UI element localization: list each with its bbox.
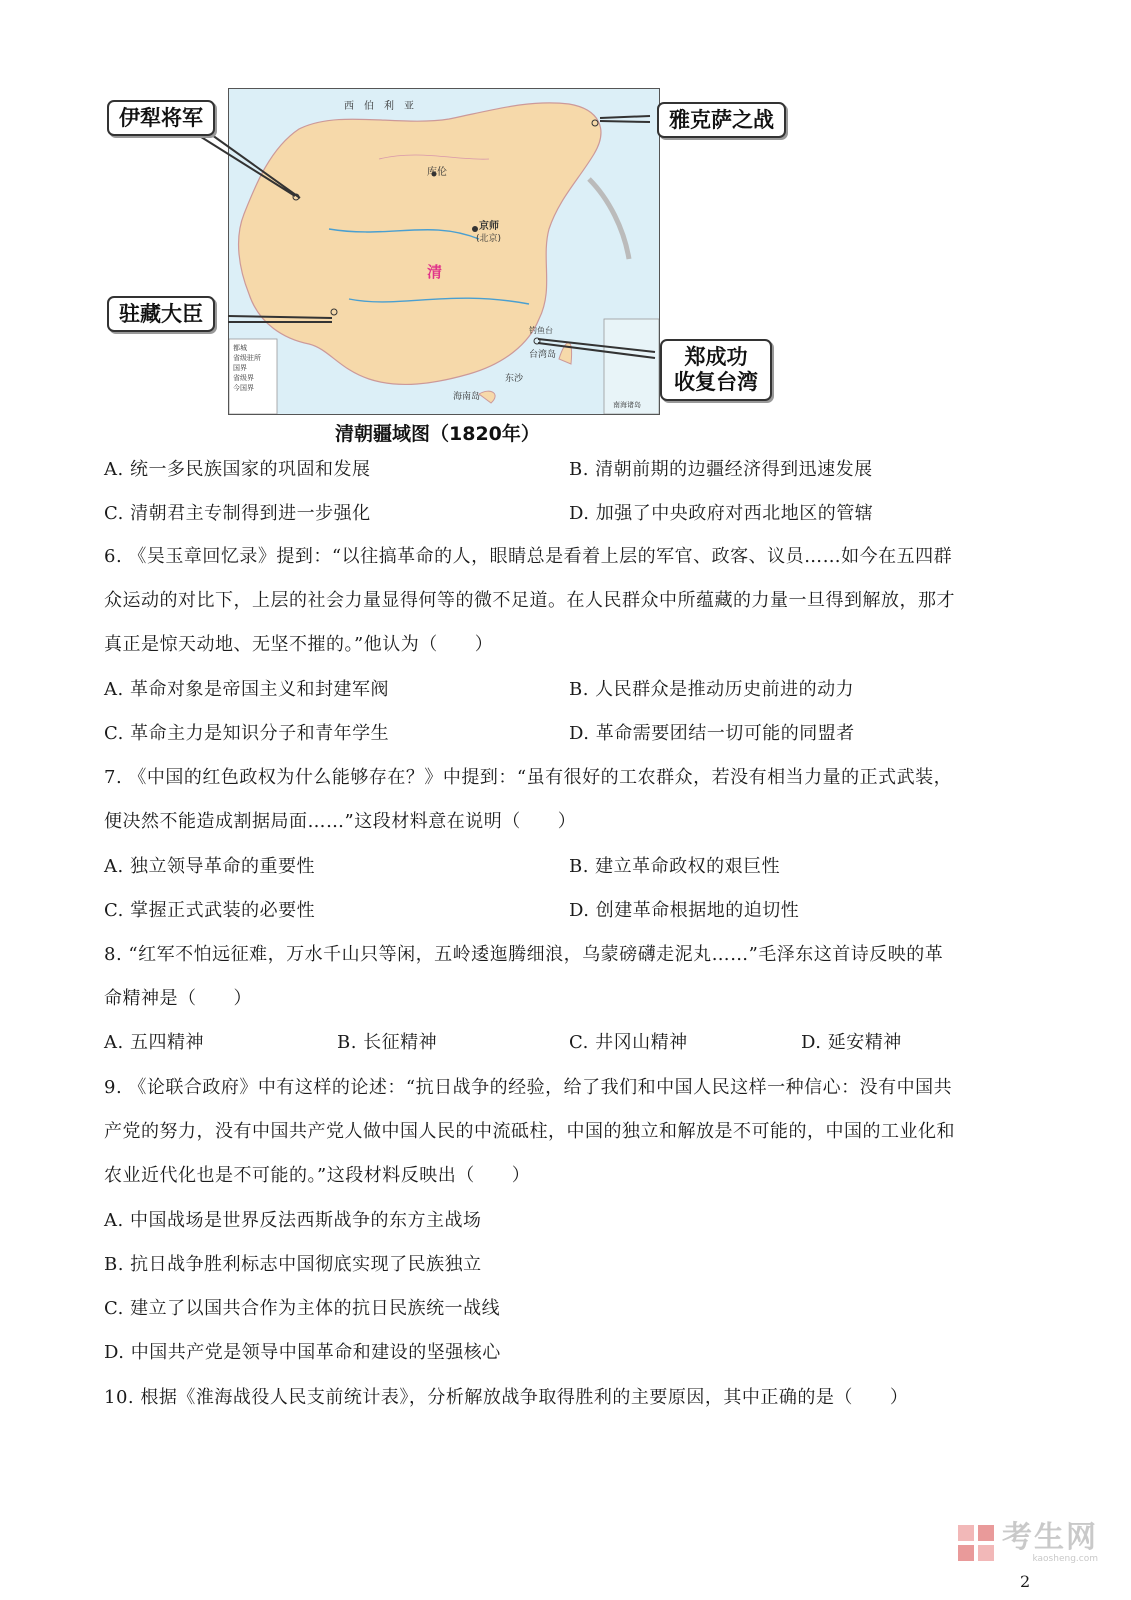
q8-stem-line2: 命精神是（ ）: [104, 988, 252, 1009]
q8-option-c: C. 井冈山精神: [569, 1032, 688, 1053]
q9-stem-line2: 产党的努力，没有中国共产党人做中国人民的中流砥柱，中国的独立和解放是不可能的，中国的工业化和: [104, 1121, 955, 1142]
q9-option-b: B. 抗日战争胜利标志中国彻底实现了民族独立: [104, 1254, 482, 1275]
map-label-south-sea: 南海诸岛: [613, 401, 641, 409]
callout-yili-general: 伊犁将军: [107, 100, 215, 136]
q6-stem-line2: 众运动的对比下，上层的社会力量显得何等的微不足道。在人民群众中所蕴藏的力量一旦得到解放，那才: [104, 590, 955, 611]
q10-stem-line1: 10. 根据《淮海战役人民支前统计表》，分析解放战争取得胜利的主要原因，其中正确的是（ ）: [104, 1387, 909, 1408]
q9-option-a: A. 中国战场是世界反法西斯战争的东方主战场: [104, 1210, 482, 1231]
legend-item: 都城: [233, 344, 247, 352]
q5-option-a: A. 统一多民族国家的巩固和发展: [104, 459, 371, 480]
q5-option-d: D. 加强了中央政府对西北地区的管辖: [569, 503, 874, 524]
q9-stem-line3: 农业近代化也是不可能的。”这段材料反映出（ ）: [104, 1165, 531, 1186]
map-label-qing: 清: [427, 263, 443, 281]
callout-yakesa-battle: 雅克萨之战: [657, 102, 786, 138]
map-label-diaoyu: 钓鱼台: [529, 326, 553, 335]
callout-leader-lines: [0, 0, 1131, 440]
q9-stem-line1: 9. 《论联合政府》中有这样的论述：“抗日战争的经验，给了我们和中国人民这样一种信心：没有中国共: [104, 1077, 953, 1098]
q9-option-c: C. 建立了以国共合作为主体的抗日民族统一战线: [104, 1298, 501, 1319]
q6-stem-line3: 真正是惊天动地、无坚不摧的。”他认为（ ）: [104, 634, 494, 655]
map-label-siberia: 西 伯 利 亚: [344, 101, 414, 112]
legend-item: 省级驻所: [233, 354, 261, 362]
map-label-dongsha: 东沙: [505, 374, 524, 384]
watermark: [956, 1522, 1098, 1564]
q7-option-a: A. 独立领导革命的重要性: [104, 856, 315, 877]
page-number: 2: [1020, 1572, 1031, 1591]
q6-option-c: C. 革命主力是知识分子和青年学生: [104, 723, 390, 744]
q7-option-d: D. 创建革命根据地的迫切性: [569, 900, 800, 921]
map-caption: 清朝疆域图（1820年）: [335, 423, 540, 445]
watermark-domain: kaosheng.com: [1032, 1554, 1098, 1564]
map-label-hainan: 海南岛: [453, 392, 481, 402]
legend-item: 国界: [233, 364, 247, 372]
q7-option-b: B. 建立革命政权的艰巨性: [569, 856, 781, 877]
q7-stem-line1: 7. 《中国的红色政权为什么能够存在？》中提到：“虽有很好的工农群众，若没有相当力量的正式武装，: [104, 767, 953, 788]
callout-zheng-line2: 收复台湾: [674, 370, 758, 394]
q6-option-d: D. 革命需要团结一切可能的同盟者: [569, 723, 855, 744]
callout-zheng-chenggong: [660, 339, 772, 401]
q8-option-a: A. 五四精神: [104, 1032, 204, 1053]
map-label-jingshi: 京师: [479, 221, 499, 232]
callout-zheng-line1: 郑成功: [684, 345, 748, 369]
q6-stem-line1: 6. 《吴玉章回忆录》提到：“以往搞革命的人，眼睛总是看着上层的军官、政客、议员……如今在五四群: [104, 546, 953, 567]
q7-stem-line2: 便决然不能造成割据局面……”这段材料意在说明（ ）: [104, 811, 577, 832]
callout-zhuzang-minister: 驻藏大臣: [107, 296, 215, 332]
q8-option-d: D. 延安精神: [801, 1032, 902, 1053]
q9-option-d: D. 中国共产党是领导中国革命和建设的坚强核心: [104, 1342, 501, 1363]
q8-stem-line1: 8. “红军不怕远征难，万水千山只等闲，五岭逶迤腾细浪，乌蒙磅礴走泥丸……”毛泽东这首诗反映的革: [104, 944, 944, 965]
q6-option-a: A. 革命对象是帝国主义和封建军阀: [104, 679, 389, 700]
map-label-beijing: (北京): [476, 234, 502, 244]
q6-option-b: B. 人民群众是推动历史前进的动力: [569, 679, 855, 700]
q5-option-b: B. 清朝前期的边疆经济得到迅速发展: [569, 459, 873, 480]
q7-option-c: C. 掌握正式武装的必要性: [104, 900, 316, 921]
legend-item: 今国界: [233, 384, 254, 392]
watermark-logo-icon: [956, 1523, 996, 1563]
watermark-title: 考生网: [1002, 1520, 1098, 1555]
q5-option-c: C. 清朝君主专制得到进一步强化: [104, 503, 371, 524]
legend-item: 省级界: [233, 374, 254, 382]
map-label-kulun: 库伦: [427, 167, 447, 178]
q8-option-b: B. 长征精神: [337, 1032, 438, 1053]
map-label-taiwan: 台湾岛: [529, 350, 557, 360]
